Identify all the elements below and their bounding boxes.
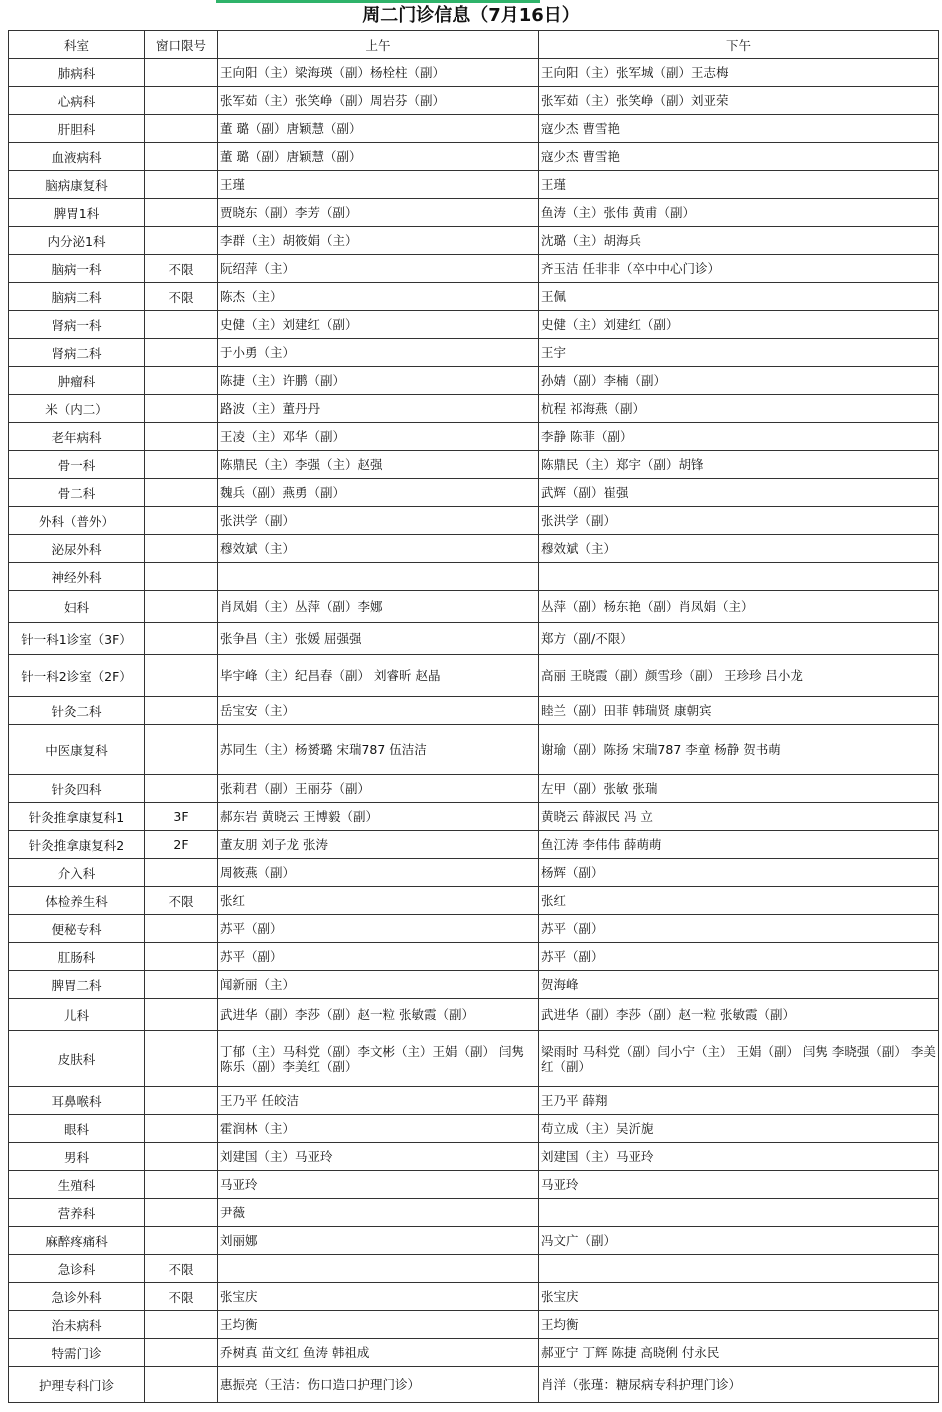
- window-limit-cell: [145, 999, 218, 1031]
- morning-cell: 李群（主）胡筱娟（主）: [218, 227, 539, 255]
- morning-cell: 贾晓东（副）李芳（副）: [218, 199, 539, 227]
- window-limit-cell: 2F: [145, 831, 218, 859]
- afternoon-cell: [539, 1255, 939, 1283]
- window-limit-cell: [145, 591, 218, 623]
- morning-cell: 霍润林（主）: [218, 1115, 539, 1143]
- afternoon-cell: 陈鼎民（主）郑宇（副）胡锋: [539, 451, 939, 479]
- afternoon-cell: 史健（主）刘建红（副）: [539, 311, 939, 339]
- afternoon-cell: 杨辉（副）: [539, 859, 939, 887]
- afternoon-cell: 王向阳（主）张军城（副）王志梅: [539, 59, 939, 87]
- dept-cell: 肾病二科: [9, 339, 145, 367]
- afternoon-cell: 苟立成（主）吴沂旎: [539, 1115, 939, 1143]
- dept-cell: 体检养生科: [9, 887, 145, 915]
- morning-cell: 陈捷（主）许鹏（副）: [218, 367, 539, 395]
- window-limit-cell: 不限: [145, 283, 218, 311]
- table-row: [9, 887, 939, 915]
- schedule-table: [8, 30, 939, 1403]
- afternoon-cell: 肖洋（张瑾：糖尿病专科护理门诊）: [539, 1367, 939, 1403]
- table-row: [9, 451, 939, 479]
- dept-cell: 便秘专科: [9, 915, 145, 943]
- table-row: [9, 943, 939, 971]
- afternoon-cell: [539, 1199, 939, 1227]
- dept-cell: 老年病科: [9, 423, 145, 451]
- afternoon-cell: 丛萍（副）杨东艳（副）肖凤娟（主）: [539, 591, 939, 623]
- afternoon-cell: 冯文广（副）: [539, 1227, 939, 1255]
- afternoon-cell: 鱼江涛 李伟伟 薛萌萌: [539, 831, 939, 859]
- window-limit-cell: [145, 59, 218, 87]
- table-row: [9, 655, 939, 697]
- morning-cell: 王向阳（主）梁海瑛（副）杨栓柱（副）: [218, 59, 539, 87]
- table-row: [9, 971, 939, 999]
- afternoon-cell: 沈璐（主）胡海兵: [539, 227, 939, 255]
- morning-cell: 丁郁（主）马科党（副）李文彬（主）王娟（副） 闫隽 陈乐（副）李美红（副）: [218, 1031, 539, 1087]
- afternoon-cell: 寇少杰 曹雪艳: [539, 115, 939, 143]
- dept-cell: 肿瘤科: [9, 367, 145, 395]
- table-row: [9, 479, 939, 507]
- window-limit-cell: [145, 1143, 218, 1171]
- table-row: [9, 227, 939, 255]
- window-limit-cell: [145, 535, 218, 563]
- window-limit-cell: [145, 479, 218, 507]
- table-row: [9, 423, 939, 451]
- afternoon-cell: 寇少杰 曹雪艳: [539, 143, 939, 171]
- morning-cell: [218, 1255, 539, 1283]
- morning-cell: 张宝庆: [218, 1283, 539, 1311]
- morning-cell: 周筱燕（副）: [218, 859, 539, 887]
- window-limit-cell: [145, 367, 218, 395]
- morning-cell: 魏兵（副）燕勇（副）: [218, 479, 539, 507]
- afternoon-cell: 武辉（副）崔强: [539, 479, 939, 507]
- dept-cell: 耳鼻喉科: [9, 1087, 145, 1115]
- dept-cell: 肺病科: [9, 59, 145, 87]
- table-row: [9, 283, 939, 311]
- afternoon-cell: 黄晓云 薛淑民 冯 立: [539, 803, 939, 831]
- dept-cell: 针灸二科: [9, 697, 145, 725]
- table-row: [9, 367, 939, 395]
- morning-cell: 张争昌（主）张媛 屈强强: [218, 623, 539, 655]
- window-limit-cell: 不限: [145, 1255, 218, 1283]
- table-row: [9, 507, 939, 535]
- morning-cell: 岳宝安（主）: [218, 697, 539, 725]
- dept-cell: 针一科2诊室（2F）: [9, 655, 145, 697]
- dept-cell: 麻醉疼痛科: [9, 1227, 145, 1255]
- table-row: [9, 311, 939, 339]
- window-limit-cell: [145, 115, 218, 143]
- dept-cell: 肾病一科: [9, 311, 145, 339]
- table-row: [9, 1199, 939, 1227]
- window-limit-cell: [145, 915, 218, 943]
- table-row: [9, 1143, 939, 1171]
- window-limit-cell: [145, 423, 218, 451]
- morning-cell: 刘建国（主）马亚玲: [218, 1143, 539, 1171]
- window-limit-cell: [145, 697, 218, 725]
- afternoon-cell: 张红: [539, 887, 939, 915]
- table-row: [9, 1115, 939, 1143]
- table-row: [9, 1311, 939, 1339]
- window-limit-cell: [145, 311, 218, 339]
- window-limit-cell: [145, 1031, 218, 1087]
- morning-cell: [218, 563, 539, 591]
- afternoon-cell: 苏平（副）: [539, 943, 939, 971]
- morning-cell: 王均衡: [218, 1311, 539, 1339]
- dept-cell: 心病科: [9, 87, 145, 115]
- morning-cell: 毕宇峰（主）纪昌春（副） 刘睿昕 赵晶: [218, 655, 539, 697]
- header-pm: 下午: [539, 31, 939, 59]
- dept-cell: 急诊外科: [9, 1283, 145, 1311]
- window-limit-cell: [145, 655, 218, 697]
- afternoon-cell: 张军茹（主）张笑峥（副）刘亚荣: [539, 87, 939, 115]
- window-limit-cell: [145, 199, 218, 227]
- table-row: [9, 143, 939, 171]
- window-limit-cell: [145, 563, 218, 591]
- dept-cell: 血液病科: [9, 143, 145, 171]
- window-limit-cell: [145, 1087, 218, 1115]
- window-limit-cell: 3F: [145, 803, 218, 831]
- afternoon-cell: 高丽 王晓霞（副）颜雪珍（副） 王珍珍 吕小龙: [539, 655, 939, 697]
- afternoon-cell: [539, 563, 939, 591]
- morning-cell: 惠振亮（王洁：伤口造口护理门诊）: [218, 1367, 539, 1403]
- table-row: [9, 591, 939, 623]
- afternoon-cell: 王瑾: [539, 171, 939, 199]
- morning-cell: 张军茹（主）张笑峥（副）周岩芬（副）: [218, 87, 539, 115]
- table-row: [9, 255, 939, 283]
- afternoon-cell: 李静 陈菲（副）: [539, 423, 939, 451]
- afternoon-cell: 马亚玲: [539, 1171, 939, 1199]
- table-row: [9, 999, 939, 1031]
- morning-cell: 董友朋 刘子龙 张涛: [218, 831, 539, 859]
- afternoon-cell: 张洪学（副）: [539, 507, 939, 535]
- table-row: [9, 1367, 939, 1403]
- morning-cell: 苏同生（主）杨赟璐 宋瑞787 伍洁洁: [218, 725, 539, 775]
- table-row: [9, 915, 939, 943]
- dept-cell: 妇科: [9, 591, 145, 623]
- window-limit-cell: [145, 775, 218, 803]
- table-row: [9, 831, 939, 859]
- dept-cell: 神经外科: [9, 563, 145, 591]
- dept-cell: 脾胃二科: [9, 971, 145, 999]
- window-limit-cell: [145, 971, 218, 999]
- morning-cell: 董 璐（副）唐颖慧（副）: [218, 115, 539, 143]
- window-limit-cell: [145, 943, 218, 971]
- header-window: 窗口限号: [145, 31, 218, 59]
- morning-cell: 肖凤娟（主）丛萍（副）李娜: [218, 591, 539, 623]
- morning-cell: 苏平（副）: [218, 915, 539, 943]
- window-limit-cell: [145, 1115, 218, 1143]
- dept-cell: 针灸四科: [9, 775, 145, 803]
- table-row: [9, 623, 939, 655]
- dept-cell: 男科: [9, 1143, 145, 1171]
- table-row: [9, 1087, 939, 1115]
- morning-cell: 王乃平 任皎洁: [218, 1087, 539, 1115]
- window-limit-cell: [145, 859, 218, 887]
- dept-cell: 泌尿外科: [9, 535, 145, 563]
- window-limit-cell: 不限: [145, 1283, 218, 1311]
- window-limit-cell: [145, 1367, 218, 1403]
- window-limit-cell: [145, 451, 218, 479]
- window-limit-cell: [145, 725, 218, 775]
- dept-cell: 生殖科: [9, 1171, 145, 1199]
- dept-cell: 脑病康复科: [9, 171, 145, 199]
- dept-cell: 肝胆科: [9, 115, 145, 143]
- afternoon-cell: 郑方（副/不限）: [539, 623, 939, 655]
- header-row: [9, 31, 939, 59]
- dept-cell: 皮肤科: [9, 1031, 145, 1087]
- dept-cell: 脑病一科: [9, 255, 145, 283]
- table-row: [9, 1171, 939, 1199]
- table-row: [9, 87, 939, 115]
- dept-cell: 骨一科: [9, 451, 145, 479]
- table-row: [9, 1031, 939, 1087]
- window-limit-cell: [145, 1227, 218, 1255]
- table-row: [9, 535, 939, 563]
- table-row: [9, 775, 939, 803]
- window-limit-cell: [145, 507, 218, 535]
- window-limit-cell: [145, 1199, 218, 1227]
- header-am: 上午: [218, 31, 539, 59]
- afternoon-cell: 孙婧（副）李楠（副）: [539, 367, 939, 395]
- afternoon-cell: 梁雨时 马科党（副）闫小宁（主） 王娟（副） 闫隽 李晓强（副） 李美红（副）: [539, 1031, 939, 1087]
- morning-cell: 张莉君（副）王丽芬（副）: [218, 775, 539, 803]
- table-row: [9, 725, 939, 775]
- dept-cell: 特需门诊: [9, 1339, 145, 1367]
- dept-cell: 米（内二）: [9, 395, 145, 423]
- morning-cell: 张洪学（副）: [218, 507, 539, 535]
- dept-cell: 骨二科: [9, 479, 145, 507]
- table-row: [9, 1227, 939, 1255]
- dept-cell: 外科（普外）: [9, 507, 145, 535]
- dept-cell: 护理专科门诊: [9, 1367, 145, 1403]
- window-limit-cell: [145, 339, 218, 367]
- morning-cell: 闻新丽（主）: [218, 971, 539, 999]
- dept-cell: 针灸推拿康复科2: [9, 831, 145, 859]
- morning-cell: 陈鼎民（主）李强（主）赵强: [218, 451, 539, 479]
- table-row: [9, 339, 939, 367]
- window-limit-cell: 不限: [145, 255, 218, 283]
- window-limit-cell: [145, 1339, 218, 1367]
- morning-cell: 苏平（副）: [218, 943, 539, 971]
- afternoon-cell: 王宇: [539, 339, 939, 367]
- dept-cell: 内分泌1科: [9, 227, 145, 255]
- table-row: [9, 115, 939, 143]
- morning-cell: 穆效斌（主）: [218, 535, 539, 563]
- page-title: 周二门诊信息（7月16日）: [362, 5, 580, 26]
- window-limit-cell: [145, 395, 218, 423]
- table-row: [9, 171, 939, 199]
- dept-cell: 急诊科: [9, 1255, 145, 1283]
- afternoon-cell: 苏平（副）: [539, 915, 939, 943]
- afternoon-cell: 杭程 祁海燕（副）: [539, 395, 939, 423]
- morning-cell: 尹薇: [218, 1199, 539, 1227]
- dept-cell: 脾胃1科: [9, 199, 145, 227]
- morning-cell: 董 璐（副）唐颖慧（副）: [218, 143, 539, 171]
- schedule-body: [9, 59, 939, 1403]
- dept-cell: 眼科: [9, 1115, 145, 1143]
- afternoon-cell: 左甲（副）张敏 张瑞: [539, 775, 939, 803]
- afternoon-cell: 睦兰（副）田菲 韩瑞贤 康朝宾: [539, 697, 939, 725]
- dept-cell: 儿科: [9, 999, 145, 1031]
- window-limit-cell: [145, 143, 218, 171]
- afternoon-cell: 武进华（副）李莎（副）赵一粒 张敏霞（副）: [539, 999, 939, 1031]
- dept-cell: 治未病科: [9, 1311, 145, 1339]
- window-limit-cell: [145, 623, 218, 655]
- morning-cell: 王瑾: [218, 171, 539, 199]
- table-row: [9, 697, 939, 725]
- window-limit-cell: [145, 171, 218, 199]
- dept-cell: 介入科: [9, 859, 145, 887]
- afternoon-cell: 谢瑜（副）陈扬 宋瑞787 李童 杨静 贺书萌: [539, 725, 939, 775]
- afternoon-cell: 王乃平 薛翔: [539, 1087, 939, 1115]
- afternoon-cell: 贺海峰: [539, 971, 939, 999]
- dept-cell: 中医康复科: [9, 725, 145, 775]
- morning-cell: 张红: [218, 887, 539, 915]
- header-dept: 科室: [9, 31, 145, 59]
- window-limit-cell: [145, 87, 218, 115]
- afternoon-cell: 鱼涛（主）张伟 黄甫（副）: [539, 199, 939, 227]
- morning-cell: 于小勇（主）: [218, 339, 539, 367]
- morning-cell: 史健（主）刘建红（副）: [218, 311, 539, 339]
- dept-cell: 营养科: [9, 1199, 145, 1227]
- afternoon-cell: 郝亚宁 丁辉 陈捷 高晓俐 付永民: [539, 1339, 939, 1367]
- table-row: [9, 563, 939, 591]
- window-limit-cell: 不限: [145, 887, 218, 915]
- table-row: [9, 1339, 939, 1367]
- afternoon-cell: 刘建国（主）马亚玲: [539, 1143, 939, 1171]
- afternoon-cell: 齐玉洁 任非非（卒中中心门诊）: [539, 255, 939, 283]
- morning-cell: 武进华（副）李莎（副）赵一粒 张敏霞（副）: [218, 999, 539, 1031]
- morning-cell: 阮绍萍（主）: [218, 255, 539, 283]
- morning-cell: 马亚玲: [218, 1171, 539, 1199]
- morning-cell: 乔树真 苗文红 鱼涛 韩祖成: [218, 1339, 539, 1367]
- morning-cell: 陈杰（主）: [218, 283, 539, 311]
- afternoon-cell: 王均衡: [539, 1311, 939, 1339]
- dept-cell: 针一科1诊室（3F）: [9, 623, 145, 655]
- dept-cell: 脑病二科: [9, 283, 145, 311]
- afternoon-cell: 张宝庆: [539, 1283, 939, 1311]
- morning-cell: 路波（主）董丹丹: [218, 395, 539, 423]
- afternoon-cell: 穆效斌（主）: [539, 535, 939, 563]
- table-row: [9, 199, 939, 227]
- dept-cell: 肛肠科: [9, 943, 145, 971]
- window-limit-cell: [145, 1311, 218, 1339]
- dept-cell: 针灸推拿康复科1: [9, 803, 145, 831]
- morning-cell: 王凌（主）邓华（副）: [218, 423, 539, 451]
- window-limit-cell: [145, 227, 218, 255]
- table-row: [9, 803, 939, 831]
- morning-cell: 刘丽娜: [218, 1227, 539, 1255]
- table-row: [9, 59, 939, 87]
- table-row: [9, 1255, 939, 1283]
- window-limit-cell: [145, 1171, 218, 1199]
- table-row: [9, 395, 939, 423]
- morning-cell: 郝东岩 黄晓云 王博毅（副）: [218, 803, 539, 831]
- afternoon-cell: 王佩: [539, 283, 939, 311]
- table-row: [9, 859, 939, 887]
- table-row: [9, 1283, 939, 1311]
